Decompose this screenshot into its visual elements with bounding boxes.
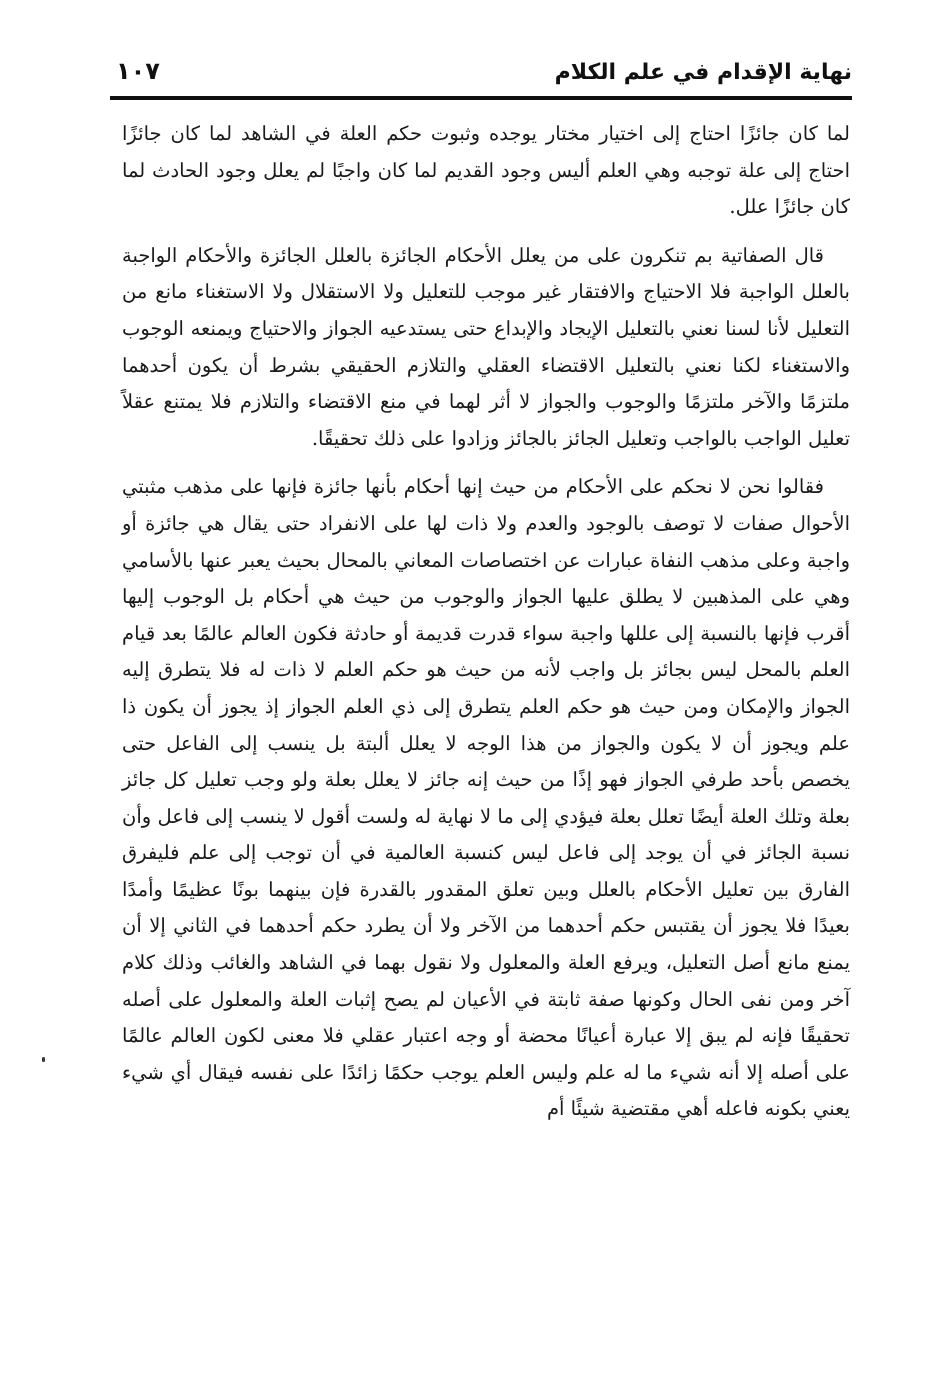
book-title: نهاية الإقدام في علم الكلام [554,60,852,85]
paragraph: لما كان جائزًا احتاج إلى اختيار مختار يوجده وثبوت حكم العلة في الشاهد لما كان جائزًا احتاج إلى علة توجبه وهي العلم أليس وجود القديم لما كان واجبًا لم يعلل وجود الحادث لما كان جائزًا علل. [122,122,850,219]
page-number: ١٠٧ [116,57,160,85]
body-text [122,116,850,1128]
scan-speck [42,1057,45,1062]
paragraph: قال الصفاتية بم تنكرون على من يعلل الأحكام الجائزة بالعلل الجائزة والأحكام الواجبة بالعلل الواجبة فلا الاحتياج والافتقار غير موجب للتعليل ولا الاستقلال ولا الاستغناء مانع من التعليل لأنا لسنا نعني بالتعليل الإيجاد والإبداع حتى يستدعيه الجواز والاحتياج ويمنعه الوجوب والاستغناء لكنا نعني بالتعليل الاقتضاء العقلي والتلازم الحقيقي بشرط أن يكون أحدهما ملتزمًا والآخر ملتزمًا والوجوب والجواز لا أثر لهما في منع الاقتضاء والتلازم فلا يمتنع عقلاً تعليل الواجب بالواجب وتعليل الجائز بالجائز وزادوا على ذلك تحقيقًا. [122,243,850,450]
paragraph: فقالوا نحن لا نحكم على الأحكام من حيث إنها أحكام بأنها جائزة فإنها على مذهب مثبتي الأحوال صفات لا توصف بالوجود والعدم ولا ذات لها على الانفراد حتى يقال هي جائزة أو واجبة وعلى مذهب النفاة عبارات عن اختصاصات المعاني بالمحال بحيث يعبر عنها بالأسامي وهي على المذهبين لا يطلق عليها الجواز والوجوب من حيث هي أحكام بل الوجوب إليها أقرب فإنها بالنسبة إلى عللها واجبة سواء قدرت قديمة أو حادثة فكون العالم عالمًا بعد قيام العلم بالمحل ليس بجائز بل واجب لأنه من حيث هو حكم العلم لا ذات له فلا يتطرق إليه الجواز والإمكان ومن حيث هو حكم العلم يتطرق إلى ذي العلم الجواز إذ يجوز أن يكون ذا علم ويجوز أن لا يكون والجواز من هذا الوجه لا يعلل ألبتة بل ينسب إلى الفاعل حتى يخصص بأحد طرفي الجواز فهو إذًا من حيث إنه جائز لا يعلل بعلة ولو وجب تعليل كل جائز بعلة وتلك العلة أيضًا تعلل بعلة فيؤدي إلى ما لا نهاية له ولست أقول لا ينسب إلى فاعل وأن نسبة الجائز في أن يوجد إلى فاعل ليس كنسبة العالمية في أن توجب إلى علم فليفرق الفارق بين تعليل الأحكام بالعلل وبين تعلق المقدور بالقدرة فإن بينهما بونًا عظيمًا وأمدًا بعيدًا فلا يجوز أن يقتبس حكم أحدهما من الآخر ولا أن يطرد حكم أحدهما في الثاني إلا أن يمنع مانع أصل التعليل، ويرفع العلة والمعلول ولا نقول بهما في الشاهد والغائب وذلك كلام آخر ومن نفى الحال وكونها صفة ثابتة في الأعيان لم يصح إثبات العلة والمعلول على أصله تحقيقًا فإنه لم يبق إلا عبارة أعيانًا محضة أو وجه اعتبار عقلي فلا معنى لكون العالم عالمًا على أصله إلا أنه شيء ما له علم وليس العلم يوجب حكمًا زائدًا على نفسه فيقال أي شيء يعني بكونه فاعله أهي مقتضية شيئًا أم [122,475,850,1121]
header-rule [110,96,852,100]
running-header [110,52,852,98]
